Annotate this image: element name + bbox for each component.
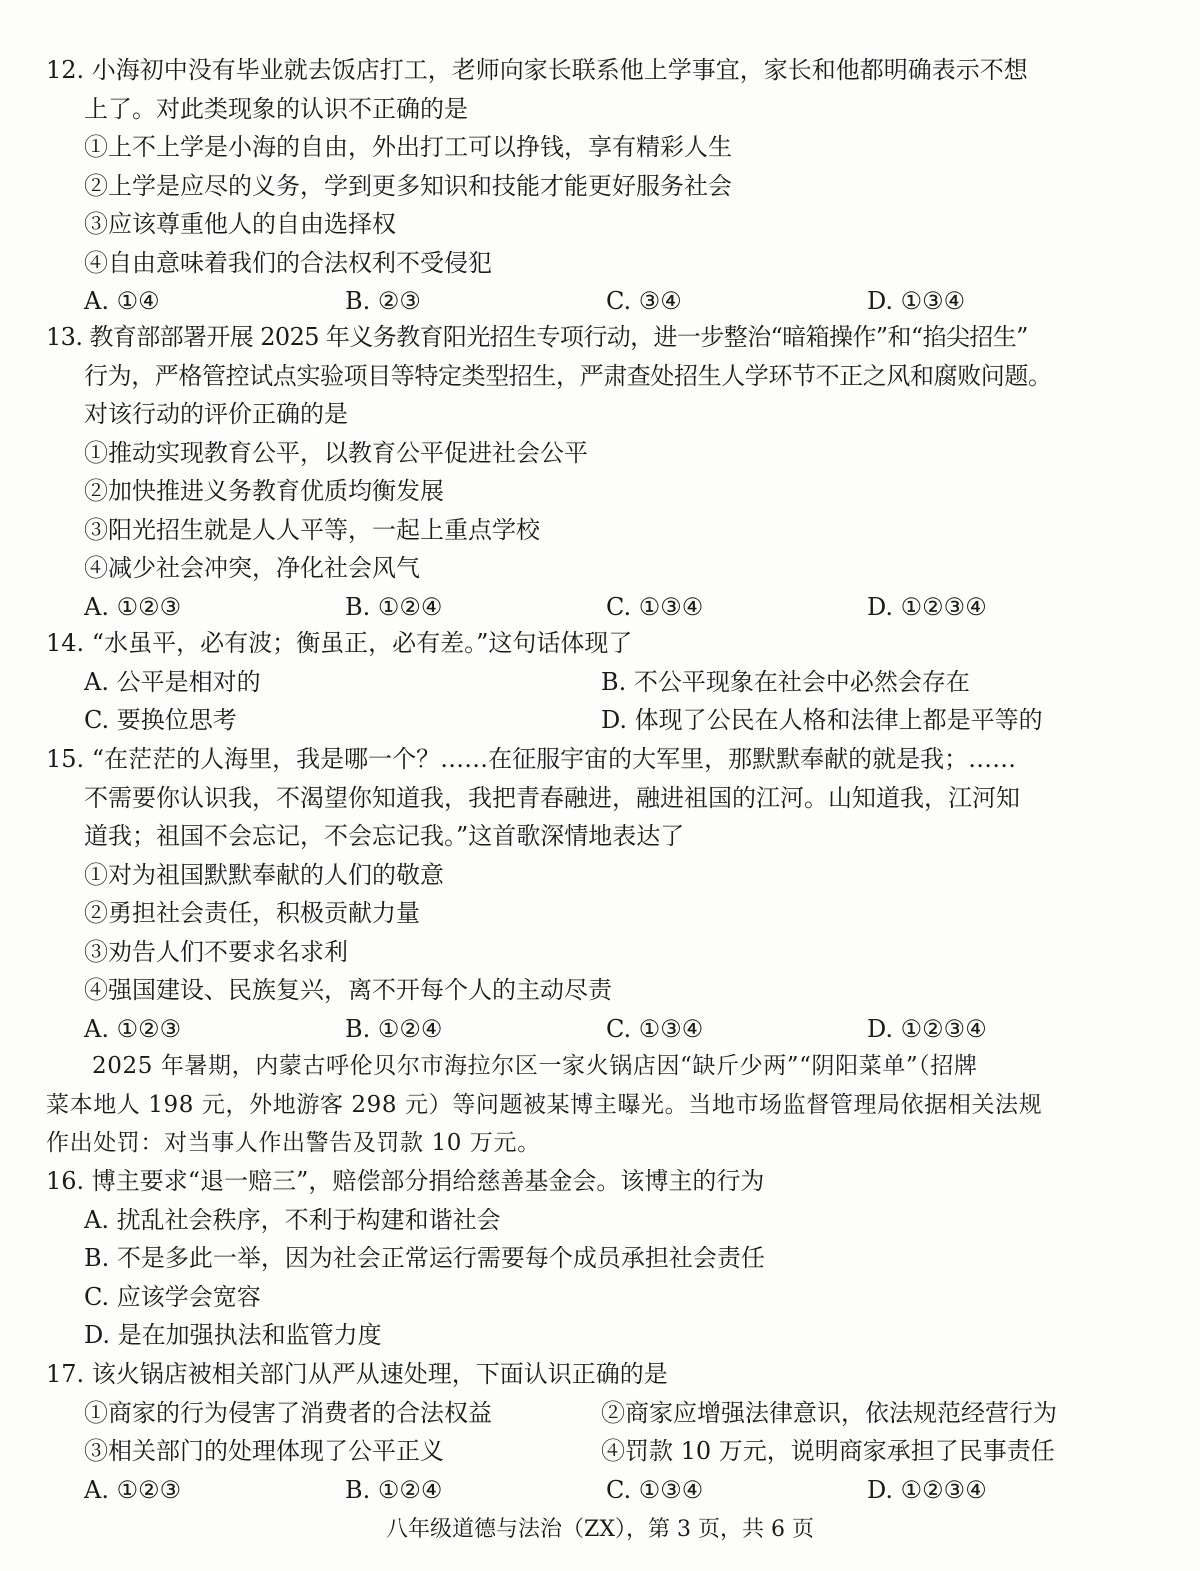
option-a[interactable]: A. ①④: [84, 287, 160, 315]
statement-item: ②上学是应尽的义务，学到更多知识和技能才能更好服务社会: [84, 171, 732, 200]
question-stem: 道我；祖国不会忘记，不会忘记我。”这首歌深情地表达了: [84, 822, 685, 850]
question-stem: 行为，严格管控试点实验项目等特定类型招生，严肃查处招生人学环节不正之风和腐败问题。: [84, 361, 1052, 390]
option-b[interactable]: B. ①②④: [345, 1475, 443, 1504]
page-footer: 八年级道德与法治（ZX），第 3 页，共 6 页: [386, 1517, 814, 1542]
statement-item: ③阳光招生就是人人平等，一起上重点学校: [84, 515, 540, 544]
statement-item: ①商家的行为侵害了消费者的合法权益: [84, 1398, 492, 1427]
option-d[interactable]: D. 是在加强执法和监管力度: [84, 1321, 382, 1349]
statement-item: ④强国建设、民族复兴，离不开每个人的主动尽责: [84, 976, 612, 1004]
statement-item: ②勇担社会责任，积极贡献力量: [84, 899, 420, 927]
statement-item: ①对为祖国默默奉献的人们的敬意: [84, 860, 444, 889]
option-b[interactable]: B. ②③: [345, 287, 421, 315]
option-a[interactable]: A. ①②③: [84, 592, 182, 621]
material-text: 2025 年暑期，内蒙古呼伦贝尔市海拉尔区一家火锅店因“缺斤少两”“阴阳菜单”（招牌: [92, 1053, 978, 1079]
option-c[interactable]: C. 应该学会宽容: [84, 1282, 261, 1311]
material-text: 菜本地人 198 元，外地游客 298 元）等问题被某博主曝光。当地市场监督管理局依据相关法规: [46, 1091, 1043, 1118]
option-a[interactable]: A. 扰乱社会秩序，不利于构建和谐社会: [84, 1205, 501, 1234]
option-b[interactable]: B. 不是多此一举，因为社会正常运行需要每个成员承担社会责任: [84, 1244, 765, 1272]
statement-item: ②商家应增强法律意识，依法规范经营行为: [601, 1398, 1057, 1427]
answer-options: [46, 701, 1156, 740]
option-d[interactable]: D. ①③④: [867, 287, 966, 315]
question-14: [46, 624, 1156, 740]
option-c[interactable]: C. 要换位思考: [84, 706, 237, 734]
statement-item: ①上不上学是小海的自由，外出打工可以挣钱，享有精彩人生: [84, 133, 732, 161]
option-c[interactable]: C. ①③④: [606, 1014, 704, 1043]
material-text: 作出处罚：对当事人作出警告及罚款 10 万元。: [46, 1130, 541, 1156]
question-stem: 13. 教育部部署开展 2025 年义务教育阳光招生专项行动，进一步整治“暗箱操作”和“掐尖招生”: [46, 323, 1028, 351]
option-d[interactable]: D. ①②③④: [867, 592, 987, 621]
statement-item: ③劝告人们不要求名求利: [84, 937, 348, 966]
option-c[interactable]: C. ③④: [606, 287, 682, 315]
question-stem: 对该行动的评价正确的是: [84, 400, 348, 428]
statement-row: [46, 1394, 1156, 1433]
question-15: [46, 740, 1156, 1048]
question-stem: 15. “在茫茫的人海里，我是哪一个？……在征服宇宙的大军里，那默默奉献的就是我；……: [46, 745, 1017, 773]
statement-item: ④罚款 10 万元，说明商家承担了民事责任: [601, 1437, 1055, 1465]
option-b[interactable]: B. ①②④: [345, 1014, 443, 1043]
question-12: [46, 51, 1156, 321]
option-d[interactable]: D. ①②③④: [867, 1014, 987, 1043]
statement-item: ①推动实现教育公平，以教育公平促进社会公平: [84, 438, 588, 467]
material-passage: [46, 1047, 1156, 1163]
option-b[interactable]: B. ①②④: [345, 592, 443, 621]
option-b[interactable]: B. 不公平现象在社会中必然会存在: [601, 667, 970, 696]
option-c[interactable]: C. ①③④: [606, 592, 704, 621]
statement-item: ④减少社会冲突，净化社会风气: [84, 554, 420, 582]
question-16: [46, 1162, 1156, 1355]
answer-options: [46, 1010, 1156, 1049]
option-d[interactable]: D. 体现了公民在人格和法律上都是平等的: [601, 706, 1043, 734]
statement-item: ③相关部门的处理体现了公平正义: [84, 1437, 444, 1465]
statement-item: ②加快推进义务教育优质均衡发展: [84, 477, 444, 505]
question-13: [46, 318, 1156, 626]
statement-item: ③应该尊重他人的自由选择权: [84, 210, 396, 238]
question-stem: 14. “水虽平，必有波；衡虽正，必有差。”这句话体现了: [46, 629, 633, 657]
statement-item: ④自由意味着我们的合法权利不受侵犯: [84, 248, 492, 277]
answer-options: [46, 663, 1156, 702]
statement-row: [46, 1432, 1156, 1471]
question-stem: 16. 博主要求“退一赔三”，赔偿部分捐给慈善基金会。该博主的行为: [46, 1167, 765, 1195]
option-c[interactable]: C. ①③④: [606, 1475, 704, 1504]
question-stem: 17. 该火锅店被相关部门从严从速处理，下面认识正确的是: [46, 1360, 668, 1388]
answer-options: [46, 1471, 1156, 1510]
question-stem: 12. 小海初中没有毕业就去饭店打工，老师向家长联系他上学事宜，家长和他都明确表示不想: [46, 56, 1028, 84]
question-17: [46, 1355, 1156, 1509]
option-a[interactable]: A. 公平是相对的: [84, 667, 261, 696]
answer-options: [46, 282, 1156, 321]
answer-options: [46, 588, 1156, 627]
option-d[interactable]: D. ①②③④: [867, 1475, 987, 1504]
option-a[interactable]: A. ①②③: [84, 1475, 182, 1504]
option-a[interactable]: A. ①②③: [84, 1014, 182, 1043]
question-stem: 上了。对此类现象的认识不正确的是: [84, 94, 468, 123]
question-stem: 不需要你认识我，不渴望你知道我，我把青春融进，融进祖国的江河。山知道我，江河知: [84, 783, 1020, 812]
